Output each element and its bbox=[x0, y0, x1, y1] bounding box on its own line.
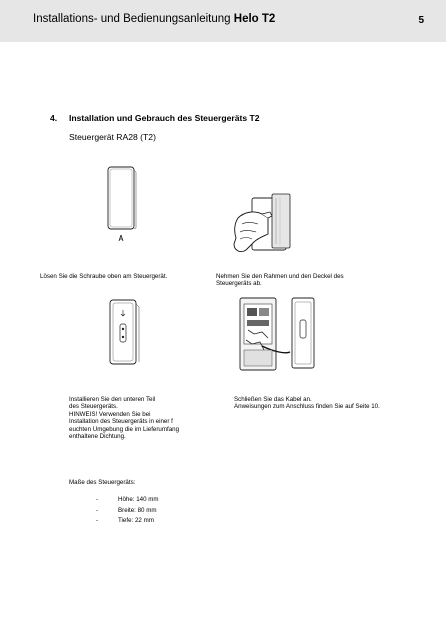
section-heading bbox=[50, 113, 260, 123]
dimensions-list bbox=[96, 496, 159, 528]
screw-arrow-icon bbox=[119, 235, 123, 241]
figure-install-base bbox=[96, 296, 152, 370]
figure-unit-front bbox=[100, 164, 140, 244]
device-subtitle: Steuergerät RA28 (T2) bbox=[69, 132, 156, 142]
figure-connect-cable bbox=[234, 294, 334, 376]
section-number: 4. bbox=[50, 113, 58, 123]
section-title: Installation und Gebrauch des Steuergeräts T2 bbox=[69, 113, 260, 123]
step-caption-4: Schließen Sie das Kabel an. Anweisungen zum Anschluss finden Sie auf Seite 10. bbox=[234, 396, 380, 411]
page-header bbox=[0, 0, 446, 42]
dimension-item-width: - Breite: 80 mm bbox=[96, 506, 157, 514]
step-caption-1: Lösen Sie die Schraube oben am Steuergerät. bbox=[40, 273, 168, 280]
dimension-item-depth: - Tiefe: 22 mm bbox=[96, 517, 154, 525]
figure-remove-cover bbox=[228, 192, 300, 264]
document-title: Installations- und Bedienungsanleitung Helo T2 bbox=[33, 13, 276, 25]
product-name: Helo T2 bbox=[233, 13, 276, 25]
dimension-item-height: - Höhe: 140 mm bbox=[96, 496, 159, 503]
dimensions-title: Maße des Steuergeräts: bbox=[69, 479, 136, 486]
step-caption-2: Nehmen Sie den Rahmen und den Deckel des Steuergeräts ab. bbox=[216, 273, 344, 288]
page-number: 5 bbox=[418, 15, 424, 26]
step-caption-3: Installieren Sie den unteren Teil des Steuergeräts. HINWEIS! Verwenden Sie bei Installation des Steuergeräts in einer f euchten Umgebung die im Lieferumfang enthaltene Dichtung. bbox=[69, 396, 180, 441]
